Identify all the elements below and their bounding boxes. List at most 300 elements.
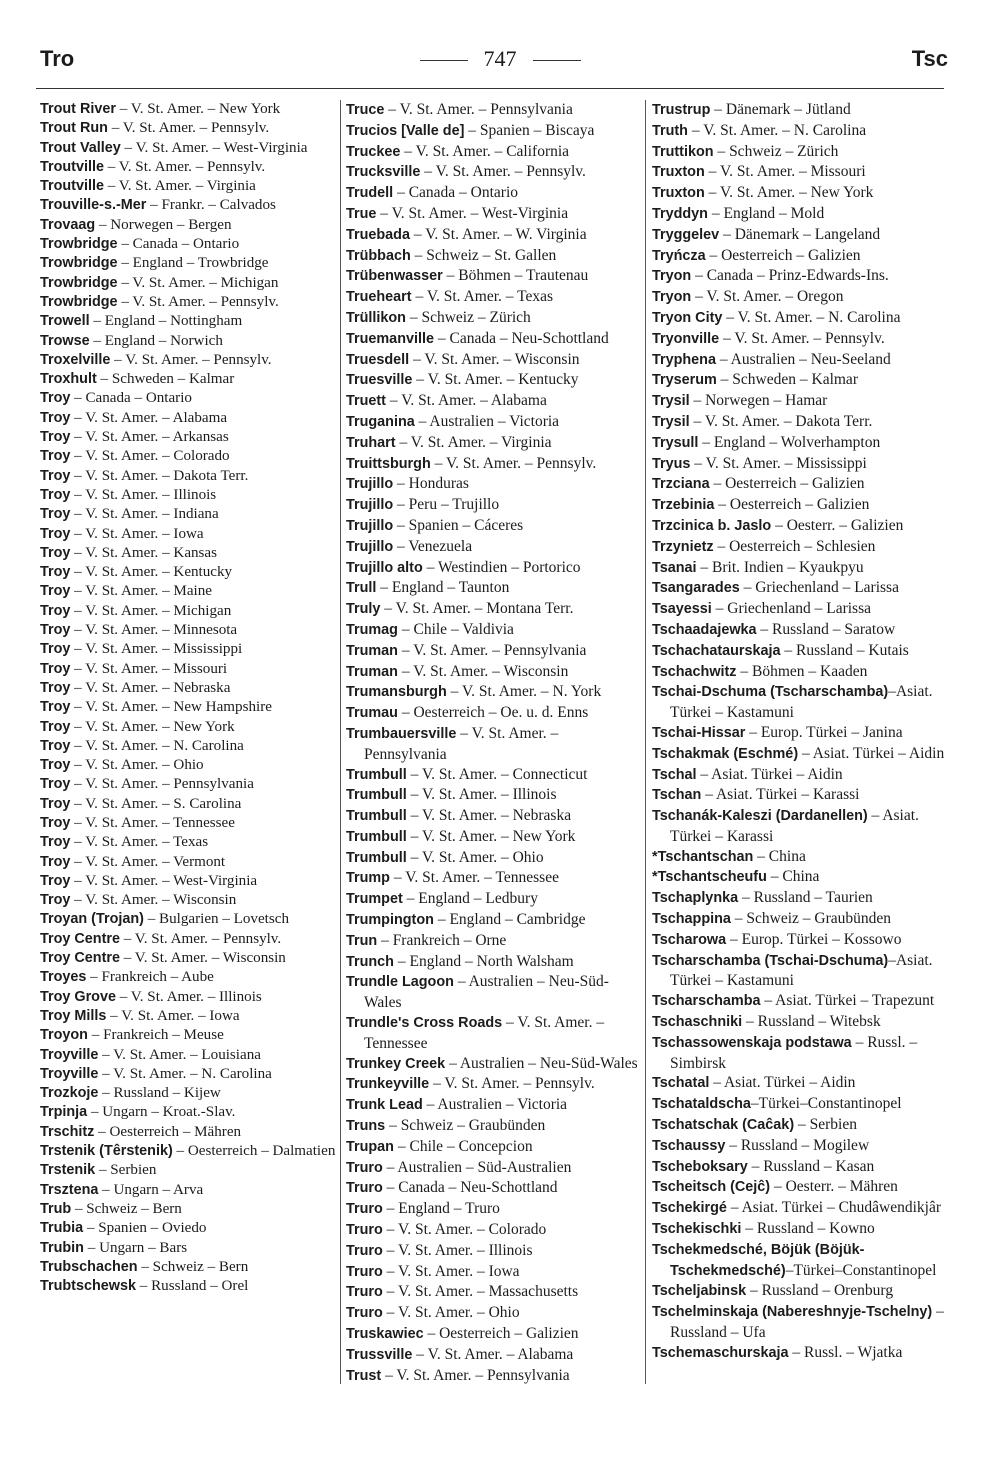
gazetteer-entry: [652, 599, 950, 620]
gazetteer-entry: [652, 183, 950, 204]
entry-name: Tscheboksary: [652, 1158, 748, 1175]
entry-location: – England – Nottingham: [89, 313, 243, 330]
entry-location: – Chile – Valdivia: [397, 620, 514, 638]
entry-location: – V. St. Amer. – Oregon: [691, 288, 844, 306]
entry-name: Tschappina: [652, 911, 731, 928]
entry-name: Trubia: [40, 1220, 84, 1237]
entry-location: – V. St. Amer. – New York: [70, 718, 235, 735]
entry-name: Tryon: [652, 289, 692, 306]
entry-location: – Russland – Kutais: [780, 641, 909, 659]
gazetteer-entry: [652, 909, 950, 930]
entry-name: Trzynietz: [652, 538, 714, 555]
gazetteer-entry: [652, 641, 950, 662]
gazetteer-entry: [346, 183, 638, 204]
entry-location: – Asiat. Türkei – Karassi: [701, 786, 860, 804]
gazetteer-entry: [652, 1343, 950, 1364]
gazetteer-entry: [40, 814, 336, 833]
gazetteer-entry: [652, 162, 950, 183]
gazetteer-entry: [346, 204, 638, 225]
gazetteer-entry: [346, 724, 638, 765]
gazetteer-entry: [40, 505, 336, 524]
entry-location: – Oesterreich – Galizien: [714, 496, 870, 514]
gazetteer-entry: [40, 254, 336, 273]
entry-location: – V. St. Amer. – Pennsylvania: [70, 776, 254, 793]
gazetteer-entry: [40, 370, 336, 389]
entry-name: Trunk Lead: [346, 1097, 423, 1114]
entry-name: Truxton: [652, 185, 705, 202]
entry-location: – Australien – Neu-Süd-Wales: [445, 1054, 638, 1072]
entry-location: – England – Trowbridge: [117, 255, 269, 272]
gazetteer-entry: [652, 1094, 950, 1115]
gazetteer-entry: [652, 537, 950, 558]
entry-name: Tryphena: [652, 351, 716, 368]
dash-left: [420, 60, 468, 61]
gazetteer-entry: [652, 1073, 950, 1094]
entry-name: Trstenik (Têrstenik): [40, 1143, 173, 1160]
gazetteer-entry: [346, 1137, 638, 1158]
entry-location: – Spanien – Biscaya: [464, 121, 595, 139]
gazetteer-entry: [346, 1116, 638, 1137]
entry-location: – Chile – Concepcion: [393, 1137, 533, 1155]
entry-name: Trzciana: [652, 476, 710, 493]
gazetteer-entry: [346, 827, 638, 848]
entry-location: – Oesterreich – Oe. u. d. Enns: [397, 704, 589, 722]
gazetteer-entry: [40, 621, 336, 640]
entry-location: – V. St. Amer. – Pennsylvania: [397, 641, 587, 659]
gazetteer-entry: [652, 578, 950, 599]
entry-location: – Canada – Ontario: [70, 390, 192, 407]
gazetteer-entry: [40, 1007, 336, 1026]
entry-name: Trouville-s.-Mer: [40, 197, 147, 214]
column-2: [346, 100, 638, 1386]
gazetteer-entry: [40, 486, 336, 505]
entry-location: – Asiat. Türkei – Aidin: [696, 765, 843, 783]
gazetteer-entry: [652, 474, 950, 495]
entry-location: – V. St. Amer. – N. Carolina: [70, 737, 244, 754]
entry-name: Truckee: [346, 143, 401, 160]
entry-name: Tschaussy: [652, 1137, 726, 1154]
gazetteer-entry: [40, 582, 336, 601]
gazetteer-entry: [652, 121, 950, 142]
gazetteer-entry: [40, 447, 336, 466]
entry-name: Trsztena: [40, 1181, 99, 1198]
entry-name: Truittsburgh: [346, 455, 431, 472]
gazetteer-entry: [40, 872, 336, 891]
entry-location: – Norwegen – Hamar: [689, 392, 828, 410]
gazetteer-entry: [652, 329, 950, 350]
entry-location: – Russl. – Simbirsk: [670, 1033, 918, 1072]
gazetteer-entry: [346, 1158, 638, 1179]
entry-location: – V. St. Amer. – Michigan: [117, 274, 279, 291]
entry-location: – Oesterr. – Galizien: [771, 516, 904, 534]
gazetteer-entry: [652, 1033, 950, 1074]
gazetteer-entry: [652, 1240, 950, 1282]
entry-name: Tschakmak (Eschmé): [652, 745, 799, 762]
entry-location: – Russl. – Wjatka: [788, 1343, 903, 1361]
entry-name: Trzcinica b. Jaslo: [652, 517, 772, 534]
entry-name: Troy: [40, 872, 71, 889]
entry-location: – England – Taunton: [376, 579, 510, 597]
entry-location: – V. St. Amer. – Illinois: [115, 988, 262, 1005]
entry-name: Tschatschak (Caĉak): [652, 1117, 795, 1134]
entry-location: – Bulgarien – Lovetsch: [143, 911, 289, 928]
entry-name: Trübbach: [346, 247, 411, 264]
gazetteer-entry: [40, 158, 336, 177]
entry-name: Trundle's Cross Roads: [346, 1015, 503, 1032]
gazetteer-entry: [346, 620, 638, 641]
entry-location: – V. St. Amer. – Wisconsin: [409, 350, 580, 368]
entry-name: *Tschantschan: [652, 848, 754, 865]
entry-name: Tscheitsch (Cejĉ): [652, 1179, 771, 1196]
entry-location: – V. St. Amer. – Kentucky: [412, 371, 579, 389]
entry-name: Troutville: [40, 158, 104, 175]
entry-location: – Russland – Witebsk: [742, 1013, 881, 1031]
gazetteer-entry: [40, 833, 336, 852]
gazetteer-entry: [346, 910, 638, 931]
entry-location: – Oesterreich – Galizien: [709, 475, 865, 493]
entry-location: – Oesterreich – Mähren: [94, 1123, 242, 1140]
gazetteer-entry: [652, 991, 950, 1012]
entry-name: Truesville: [346, 372, 413, 389]
gazetteer-entry: [346, 558, 638, 579]
gazetteer-entry: [652, 350, 950, 371]
gazetteer-entry: [652, 744, 950, 765]
entry-location: – V. St. Amer. – New York: [704, 184, 874, 202]
entry-location: – V. St. Amer. – S. Carolina: [70, 795, 242, 812]
entry-location: – V. St. Amer. – Kansas: [70, 544, 218, 561]
entry-name: Truro: [346, 1305, 383, 1322]
entry-location: – V. St. Amer. – Virginia: [103, 178, 256, 195]
entry-location: – Honduras: [393, 475, 469, 493]
entry-location: – Brit. Indien – Kyaukpyu: [696, 558, 864, 576]
entry-name: Troy: [40, 641, 71, 658]
entry-name: Tryon: [652, 268, 692, 285]
gazetteer-entry: [652, 765, 950, 786]
gazetteer-entry: [652, 246, 950, 267]
entry-name: Troy: [40, 679, 71, 696]
entry-location: – Böhmen – Trautenau: [442, 267, 589, 285]
entry-location: – Australien – Neu-Seeland: [715, 350, 891, 368]
entry-name: Tryonville: [652, 330, 720, 347]
entry-name: Trundle Lagoon: [346, 974, 454, 991]
gazetteer-entry: [346, 287, 638, 308]
gazetteer-entry: [40, 853, 336, 872]
entry-location: – V. St. Amer. – Alabama: [385, 392, 547, 410]
entry-location: – Dänemark – Jütland: [710, 101, 851, 118]
gazetteer-entry: [652, 785, 950, 806]
entry-name: Tschanák-Kaleszi (Dardanellen): [652, 808, 868, 825]
gazetteer-entry: [652, 888, 950, 909]
entry-name: Troutville: [40, 178, 104, 195]
entry-location: – V. St. Amer. – Virginia: [395, 433, 552, 451]
entry-location: – V. St. Amer. – W. Virginia: [409, 225, 587, 243]
entry-location: – Australien – Süd-Australien: [382, 1158, 572, 1176]
gazetteer-entry: [40, 100, 336, 119]
entry-name: Trull: [346, 580, 377, 597]
entry-name: Trumau: [346, 705, 398, 722]
entry-name: Truttikon: [652, 143, 714, 160]
entry-name: Trust: [346, 1367, 382, 1384]
gazetteer-entry: [346, 1262, 638, 1283]
entry-location: – V. St. Amer. – Mississippi: [690, 454, 867, 472]
gazetteer-entry: [346, 495, 638, 516]
gazetteer-entry: [346, 1013, 638, 1054]
entry-location: –Türkei–Constantinopel: [750, 1095, 902, 1113]
entry-location: – Frankreich – Aube: [86, 969, 214, 986]
gazetteer-entry: [40, 467, 336, 486]
entry-name: Truman: [346, 663, 398, 680]
entry-name: Trowbridge: [40, 274, 118, 291]
entry-location: – Russland – Kowno: [741, 1220, 875, 1238]
entry-location: – V. St. Amer. – N. Carolina: [687, 121, 867, 139]
entry-name: Trumbull: [346, 766, 407, 783]
gazetteer-entry: [652, 204, 950, 225]
entry-location: –Asiat. Türkei – Kastamuni: [670, 951, 933, 990]
entry-name: Tschachataurskaja: [652, 642, 781, 659]
entry-name: *Tschantscheufu: [652, 869, 767, 886]
entry-location: – Canada – Ontario: [117, 236, 240, 253]
entry-location: – V. St. Amer. – Pennsylvania: [364, 724, 559, 763]
gazetteer-entry: [652, 1177, 950, 1198]
gazetteer-entry: [40, 196, 336, 215]
entry-location: – Canada – Ontario: [393, 184, 519, 202]
entry-location: – V. St. Amer. – N. Carolina: [98, 1065, 272, 1082]
entry-name: Troy: [40, 892, 71, 909]
entry-location: – V. St. Amer. – Alabama: [412, 1345, 574, 1363]
entry-name: Tschekischki: [652, 1221, 742, 1238]
entry-location: – V. St. Amer. – Wisconsin: [119, 950, 286, 967]
gazetteer-entry: [652, 100, 950, 121]
entry-name: Troy: [40, 814, 71, 831]
gazetteer-entry: [40, 1219, 336, 1238]
entry-location: – Spanien – Cáceres: [393, 516, 524, 534]
entry-location: – Russland – Orel: [135, 1278, 249, 1295]
entry-location: – V. St. Amer. – Texas: [411, 288, 554, 306]
entry-name: Tschan: [652, 787, 702, 804]
entry-location: – V. St. Amer. – Pennsylv.: [110, 351, 272, 368]
gazetteer-entry: [346, 391, 638, 412]
entry-name: Tschaplynka: [652, 890, 739, 907]
entry-name: Trunkeyville: [346, 1076, 430, 1093]
entry-location: – Russland – Mogilew: [725, 1136, 870, 1154]
gazetteer-entry: [652, 1302, 950, 1343]
gazetteer-entry: [652, 1115, 950, 1136]
gazetteer-entry: [40, 428, 336, 447]
page-number: 747: [483, 46, 517, 71]
gazetteer-entry: [346, 1199, 638, 1220]
entry-name: Troyon: [40, 1027, 88, 1044]
entry-name: Truhart: [346, 434, 396, 451]
gazetteer-entry: [40, 756, 336, 775]
entry-name: Trumpet: [346, 891, 403, 908]
gazetteer-entry: [346, 806, 638, 827]
entry-name: Trujillo: [346, 517, 394, 534]
gazetteer-entry: [652, 142, 950, 163]
entry-name: Trumbull: [346, 787, 407, 804]
entry-location: – Oesterreich – Schlesien: [713, 537, 876, 555]
gazetteer-entry: [652, 1136, 950, 1157]
gazetteer-entry: [40, 1142, 336, 1161]
gazetteer-entry: [652, 225, 950, 246]
entry-location: – Russland – Ufa: [670, 1303, 944, 1342]
entry-location: – V. St. Amer. – Dakota Terr.: [70, 467, 249, 484]
gazetteer-entry: [346, 1324, 638, 1345]
entry-name: Troy: [40, 853, 71, 870]
gazetteer-entry: [40, 968, 336, 987]
entry-location: – Canada – Neu-Schottland: [433, 329, 609, 347]
entry-name: Trujillo: [346, 476, 394, 493]
entry-name: Troyville: [40, 1065, 99, 1082]
entry-location: – V. St. Amer. – Maine: [70, 583, 212, 600]
entry-name: Troy: [40, 467, 71, 484]
entry-location: – Ungarn – Arva: [98, 1181, 204, 1198]
entry-name: Troy: [40, 660, 71, 677]
dash-right: [533, 60, 581, 61]
entry-name: Troy: [40, 506, 71, 523]
gazetteer-entry: [652, 951, 950, 992]
entry-location: – V. St. Amer. – West-Virginia: [120, 139, 308, 156]
entry-name: Trout Run: [40, 120, 108, 137]
gazetteer-entry: [346, 1178, 638, 1199]
entry-name: Troy: [40, 409, 71, 426]
entry-name: Troy: [40, 718, 71, 735]
gazetteer-entry: [652, 266, 950, 287]
gazetteer-entry: [40, 1065, 336, 1084]
entry-name: Truro: [346, 1284, 383, 1301]
entry-location: – England – Ledbury: [402, 890, 538, 908]
gazetteer-entry: [40, 679, 336, 698]
entry-name: Tschai-Dschuma (Tscharschamba): [652, 684, 889, 701]
entry-location: – V. St. Amer. – Texas: [70, 834, 209, 851]
entry-name: Troy Grove: [40, 988, 116, 1005]
entry-location: – Oesterr. – Mähren: [770, 1178, 898, 1196]
entry-location: – V. St. Amer. – New York: [406, 827, 576, 845]
gazetteer-entry: [346, 370, 638, 391]
gazetteer-entry: [652, 308, 950, 329]
entry-name: Truro: [346, 1180, 383, 1197]
entry-name: Trujillo alto: [346, 559, 423, 576]
column-separator: [340, 100, 341, 1384]
entry-name: Tschekirgé: [652, 1200, 727, 1217]
entry-location: – V. St. Amer. – Iowa: [382, 1262, 520, 1280]
entry-name: Troy Centre: [40, 930, 120, 947]
gazetteer-entry: [40, 216, 336, 235]
entry-location: – V. St. Amer. – Pennsylv.: [430, 454, 597, 472]
entry-name: Trovaag: [40, 216, 96, 233]
entry-name: Truro: [346, 1222, 383, 1239]
entry-name: Tscharowa: [652, 931, 727, 948]
gazetteer-entry: [40, 1161, 336, 1180]
entry-name: Troy: [40, 544, 71, 561]
entry-location: – V. St. Amer. – Minnesota: [70, 622, 238, 639]
gazetteer-entry: [40, 891, 336, 910]
entry-name: Trueheart: [346, 289, 412, 306]
gazetteer-entry: [40, 775, 336, 794]
entry-name: Troy Centre: [40, 950, 120, 967]
gazetteer-entry: [652, 682, 950, 723]
entry-name: Tscharschamba: [652, 993, 761, 1010]
entry-name: Tschassowenskaja podstawa: [652, 1034, 852, 1051]
entry-name: Trumbauersville: [346, 725, 457, 742]
gazetteer-entry: [652, 412, 950, 433]
gazetteer-entry: [346, 350, 638, 371]
entry-name: Trumag: [346, 621, 398, 638]
entry-name: Trout River: [40, 101, 116, 117]
entry-name: Troxelville: [40, 351, 111, 368]
entry-name: Trujillo: [346, 538, 394, 555]
entry-name: Trozkoje: [40, 1085, 99, 1102]
column-1: [40, 100, 336, 1296]
gazetteer-entry: [346, 225, 638, 246]
entry-location: – England – Norwich: [89, 332, 223, 349]
entry-location: – Russland – Saratow: [756, 620, 896, 638]
entry-location: – V. St. Amer. – Pennsylv.: [119, 930, 282, 947]
gazetteer-entry: [40, 1239, 336, 1258]
gazetteer-entry: [40, 602, 336, 621]
entry-name: Trüllikon: [346, 309, 406, 326]
entry-location: – Peru – Trujillo: [393, 496, 500, 514]
gazetteer-entry: [346, 1054, 638, 1075]
gazetteer-entry: [652, 1012, 950, 1033]
entry-name: Trowbridge: [40, 293, 118, 310]
gazetteer-entry: [652, 495, 950, 516]
entry-name: Trumbull: [346, 808, 407, 825]
entry-location: – Europ. Türkei – Janina: [745, 723, 903, 741]
entry-name: Troy: [40, 757, 71, 774]
entry-location: – Asiat. Türkei – Aidin: [798, 744, 945, 762]
entry-location: – V. St. Amer. – Ohio: [70, 757, 204, 774]
entry-location: – V. St. Amer. – Pennsylv.: [117, 293, 279, 310]
gazetteer-entry: [40, 930, 336, 949]
entry-location: – Westindien – Portorico: [422, 558, 581, 576]
entry-location: – Ungarn – Kroat.-Slav.: [87, 1104, 236, 1121]
gazetteer-entry: [40, 718, 336, 737]
entry-name: Tryserum: [652, 372, 717, 389]
entry-location: – V. St. Amer. – West-Virginia: [70, 872, 258, 889]
gazetteer-entry: [40, 1277, 336, 1296]
entry-name: Tryńcza: [652, 247, 706, 264]
gazetteer-entry: [40, 910, 336, 929]
gazetteer-entry: [652, 433, 950, 454]
gazetteer-entry: [346, 1282, 638, 1303]
entry-location: – V. St. Amer. – Pennsylv.: [719, 329, 885, 347]
gazetteer-entry: [346, 1366, 638, 1387]
entry-location: – England – Mold: [707, 204, 825, 222]
entry-location: – Russland – Orenburg: [746, 1282, 894, 1300]
entry-location: – Australien – Victoria: [422, 1096, 568, 1114]
entry-name: Trumpington: [346, 912, 434, 929]
entry-name: Tschekmedsché, Böjük (Böjük-Tschekmedsché): [652, 1241, 865, 1279]
entry-name: Tscheljabinsk: [652, 1283, 747, 1300]
entry-name: Truns: [346, 1118, 386, 1135]
gazetteer-entry: [40, 795, 336, 814]
gazetteer-entry: [40, 1200, 336, 1219]
gazetteer-entry: [346, 329, 638, 350]
entry-location: – V. St. Amer. – Kentucky: [70, 564, 233, 581]
entry-location: – V. St. Amer. – Wisconsin: [70, 892, 237, 909]
entry-location: – Europ. Türkei – Kossowo: [726, 930, 902, 948]
entry-location: – V. St. Amer. – N. York: [446, 683, 602, 701]
entry-name: Troy: [40, 795, 71, 812]
entry-name: Tschai-Hissar: [652, 724, 746, 741]
entry-location: – V. St. Amer. – Louisiana: [98, 1046, 261, 1063]
gazetteer-entry: [652, 370, 950, 391]
entry-location: – V. St. Amer. – Montana Terr.: [380, 600, 574, 618]
entry-name: Tsanai: [652, 559, 697, 576]
entry-location: – Schweiz – Bern: [71, 1200, 182, 1217]
entry-name: Tschataldscha: [652, 1096, 751, 1113]
entry-location: – Schweiz – Bern: [137, 1258, 249, 1275]
